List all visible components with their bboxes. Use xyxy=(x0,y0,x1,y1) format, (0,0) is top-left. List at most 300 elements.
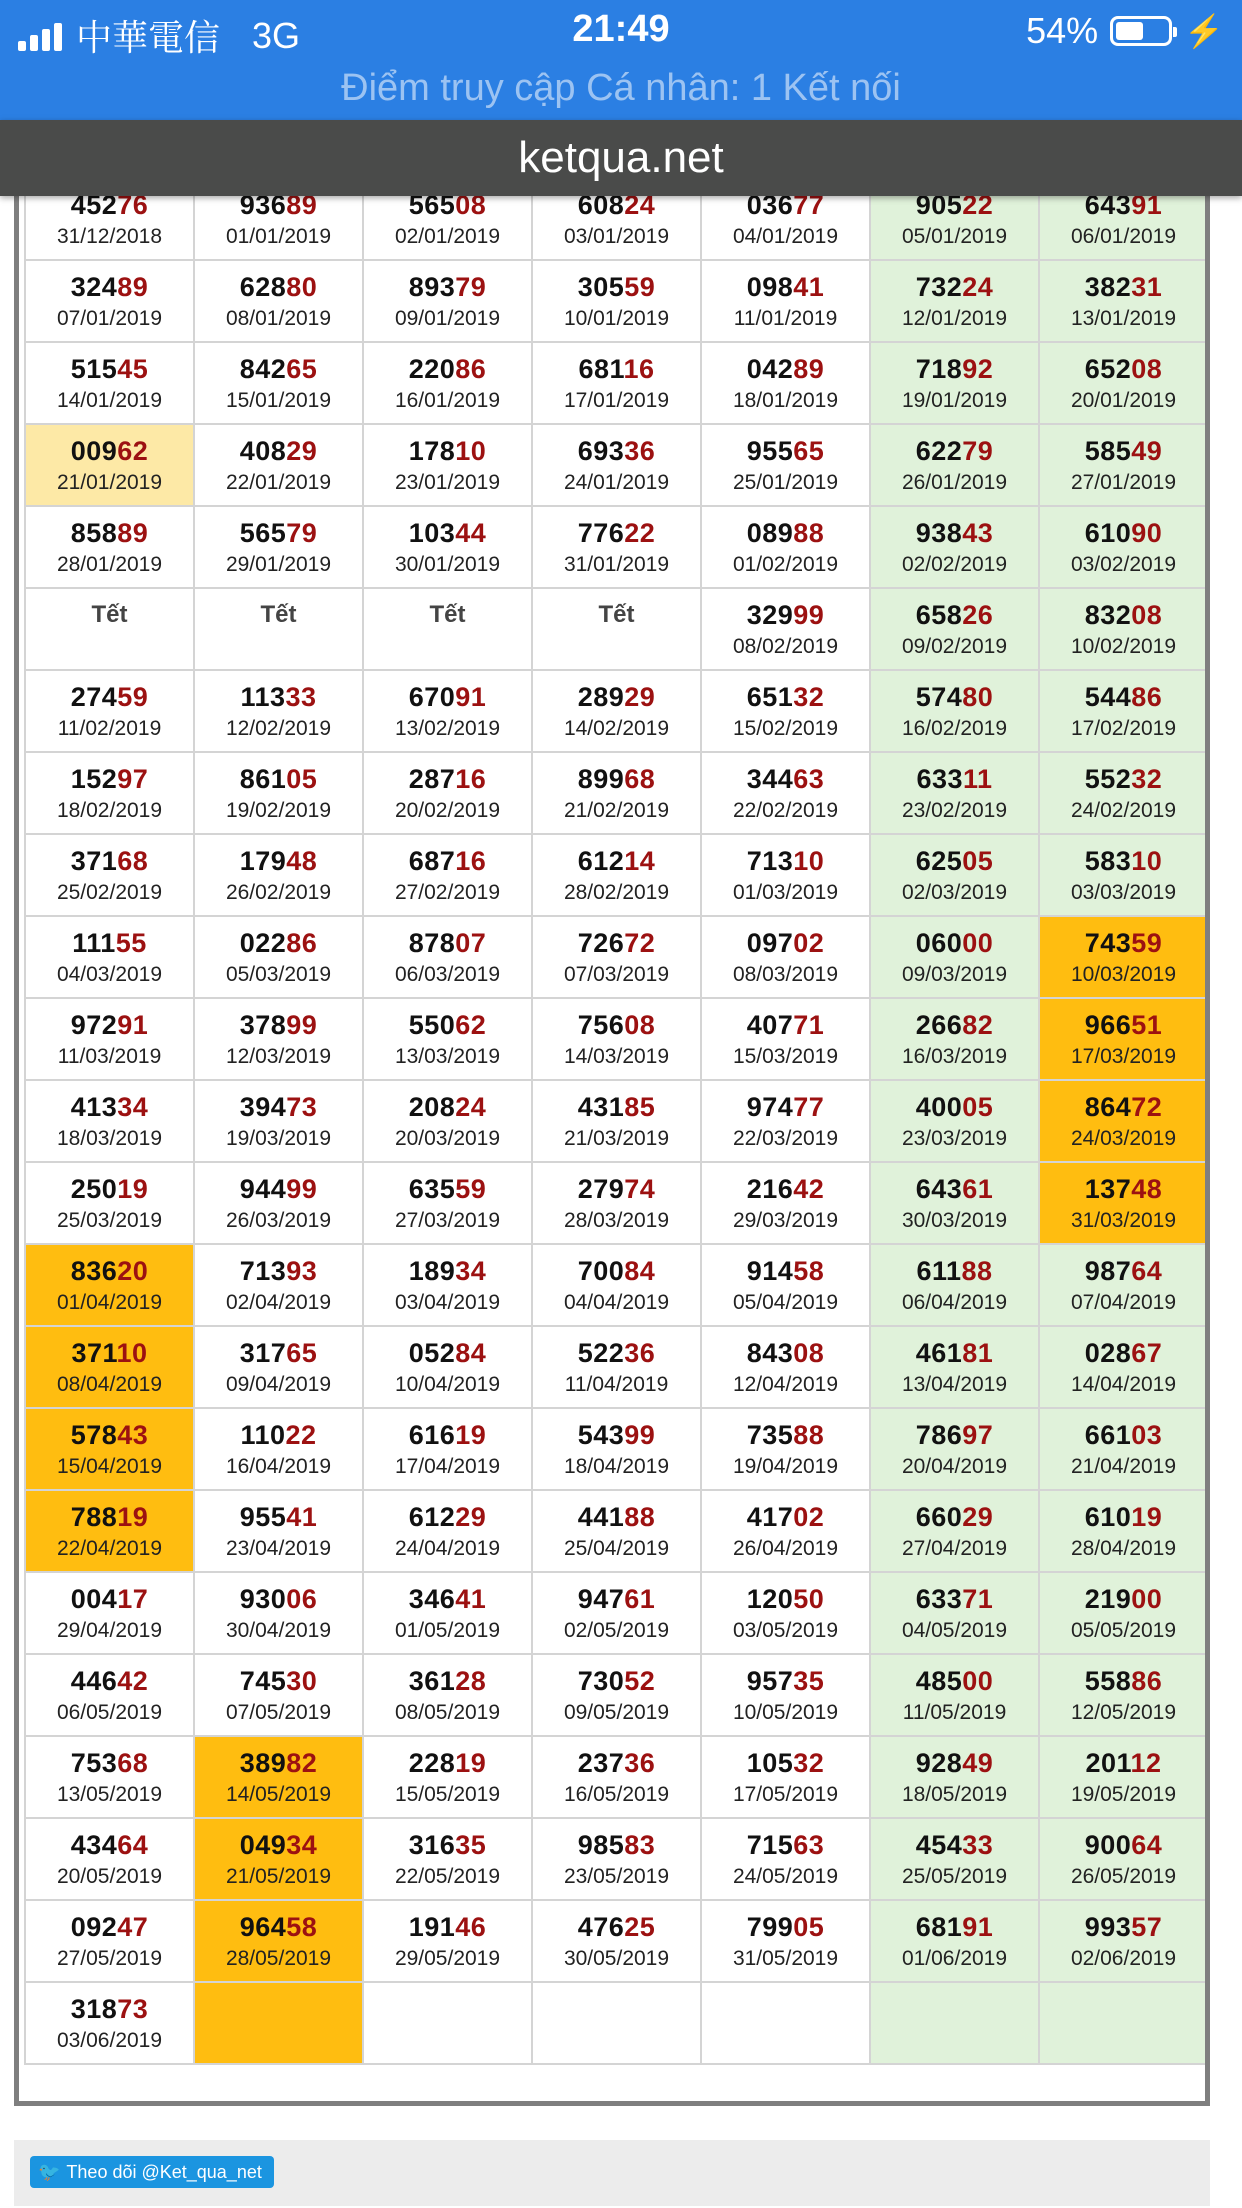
lottery-number xyxy=(1040,436,1207,466)
number-last-two-digits: 19 xyxy=(455,1748,487,1778)
draw-date: 25/03/2019 xyxy=(56,1209,163,1232)
draw-date: 17/01/2019 xyxy=(563,389,670,412)
result-cell xyxy=(1039,342,1208,424)
draw-date: 08/05/2019 xyxy=(394,1701,501,1724)
result-cell xyxy=(701,196,870,260)
battery-percent: 54% xyxy=(1026,10,1099,51)
result-cell xyxy=(363,916,532,998)
number-prefix: 097 xyxy=(746,928,794,958)
draw-date: 24/01/2019 xyxy=(563,471,670,494)
number-last-two-digits: 34 xyxy=(455,1256,487,1286)
number-prefix: 152 xyxy=(70,764,118,794)
result-cell xyxy=(701,998,870,1080)
number-prefix: 585 xyxy=(1084,436,1132,466)
draw-date: 30/03/2019 xyxy=(901,1209,1008,1232)
result-cell xyxy=(870,1654,1039,1736)
number-prefix: 574 xyxy=(915,682,963,712)
number-last-two-digits: 05 xyxy=(286,764,318,794)
lottery-number xyxy=(26,354,193,384)
number-last-two-digits: 41 xyxy=(793,272,825,302)
lottery-number xyxy=(702,1420,869,1450)
draw-date: 19/03/2019 xyxy=(225,1127,332,1150)
lottery-number xyxy=(364,1830,531,1860)
draw-date: 07/04/2019 xyxy=(1070,1291,1177,1314)
personal-hotspot-banner[interactable]: Điểm truy cập Cá nhân: 1 Kết nối xyxy=(0,62,1242,120)
lottery-number xyxy=(195,272,362,302)
draw-date: 01/01/2019 xyxy=(225,225,332,248)
number-prefix: 681 xyxy=(578,354,624,384)
result-cell xyxy=(870,752,1039,834)
result-cell xyxy=(25,424,194,506)
result-cell xyxy=(363,670,532,752)
result-cell xyxy=(532,1654,701,1736)
lottery-number xyxy=(364,518,531,548)
lottery-number xyxy=(533,846,700,876)
result-cell xyxy=(870,1408,1039,1490)
result-cell xyxy=(870,1490,1039,1572)
number-last-two-digits: 50 xyxy=(793,1584,825,1614)
number-last-two-digits: 77 xyxy=(793,196,825,220)
lottery-number xyxy=(195,1420,362,1450)
result-cell xyxy=(25,1818,194,1900)
twitter-follow-label: Theo dõi @Ket_qua_net xyxy=(66,2161,262,2182)
draw-date: 27/03/2019 xyxy=(394,1209,501,1232)
number-prefix: 687 xyxy=(408,846,456,876)
lottery-number xyxy=(1040,196,1207,220)
draw-date: 26/02/2019 xyxy=(225,881,332,904)
result-cell xyxy=(532,1982,701,2064)
result-cell xyxy=(1039,588,1208,670)
result-cell xyxy=(363,1818,532,1900)
number-last-two-digits: 72 xyxy=(624,928,656,958)
number-last-two-digits: 71 xyxy=(793,1010,825,1040)
draw-date: 03/03/2019 xyxy=(1070,881,1177,904)
number-prefix: 735 xyxy=(746,1420,794,1450)
result-cell xyxy=(701,1654,870,1736)
lottery-number xyxy=(702,1092,869,1122)
lottery-number xyxy=(702,1912,869,1942)
lottery-number xyxy=(1040,764,1207,794)
draw-date: 14/02/2019 xyxy=(563,717,670,740)
number-prefix: 930 xyxy=(239,1584,287,1614)
number-prefix: 049 xyxy=(239,1830,287,1860)
lottery-number xyxy=(533,1912,700,1942)
number-last-two-digits: 82 xyxy=(962,1010,994,1040)
draw-date: 06/05/2019 xyxy=(56,1701,163,1724)
lottery-number xyxy=(533,1256,700,1286)
number-prefix: 625 xyxy=(915,846,963,876)
lottery-number xyxy=(26,1502,193,1532)
lottery-number xyxy=(533,272,700,302)
number-prefix: 413 xyxy=(70,1092,118,1122)
lottery-number xyxy=(871,354,1038,384)
number-last-two-digits: 49 xyxy=(1131,436,1163,466)
draw-date: 18/01/2019 xyxy=(732,389,839,412)
draw-date: 23/03/2019 xyxy=(901,1127,1008,1150)
network-type: 3G xyxy=(252,14,301,56)
number-prefix: 324 xyxy=(70,272,118,302)
result-cell xyxy=(532,670,701,752)
number-prefix: 461 xyxy=(915,1338,963,1368)
table-row xyxy=(25,1408,1208,1490)
number-last-two-digits: 33 xyxy=(285,682,317,712)
number-last-two-digits: 46 xyxy=(455,1912,487,1942)
result-cell xyxy=(363,1162,532,1244)
number-prefix: 643 xyxy=(915,1174,963,1204)
result-cell xyxy=(194,506,363,588)
result-cell xyxy=(25,1736,194,1818)
number-prefix: 836 xyxy=(70,1256,118,1286)
number-last-two-digits: 91 xyxy=(117,1010,149,1040)
draw-date: 29/01/2019 xyxy=(225,553,332,576)
result-cell xyxy=(363,506,532,588)
draw-date: 28/02/2019 xyxy=(563,881,670,904)
draw-date: 13/02/2019 xyxy=(394,717,501,740)
result-cell xyxy=(25,260,194,342)
number-prefix: 730 xyxy=(577,1666,625,1696)
draw-date: 10/04/2019 xyxy=(394,1373,501,1396)
number-prefix: 565 xyxy=(239,518,287,548)
draw-date: 09/03/2019 xyxy=(901,963,1008,986)
number-last-two-digits: 31 xyxy=(1131,272,1163,302)
result-cell xyxy=(701,424,870,506)
twitter-follow-button[interactable] xyxy=(30,2156,274,2188)
lottery-number xyxy=(871,1502,1038,1532)
number-last-two-digits: 32 xyxy=(793,1748,825,1778)
number-last-two-digits: 80 xyxy=(962,682,994,712)
lottery-number xyxy=(195,1830,362,1860)
number-prefix: 974 xyxy=(746,1092,794,1122)
draw-date: 21/02/2019 xyxy=(563,799,670,822)
result-cell xyxy=(363,752,532,834)
lottery-number xyxy=(871,1420,1038,1450)
number-last-two-digits: 59 xyxy=(624,272,656,302)
lottery-number xyxy=(702,928,869,958)
result-cell xyxy=(870,260,1039,342)
number-prefix: 228 xyxy=(408,1748,456,1778)
draw-date: 07/01/2019 xyxy=(56,307,163,330)
result-cell xyxy=(194,1900,363,1982)
draw-date: 09/01/2019 xyxy=(394,307,501,330)
number-last-two-digits: 49 xyxy=(962,1748,994,1778)
number-last-two-digits: 65 xyxy=(793,436,825,466)
draw-date: 21/03/2019 xyxy=(563,1127,670,1150)
draw-date: 28/04/2019 xyxy=(1070,1537,1177,1560)
draw-date: 23/05/2019 xyxy=(563,1865,670,1888)
number-last-two-digits: 10 xyxy=(116,1338,148,1368)
number-prefix: 726 xyxy=(577,928,625,958)
number-prefix: 113 xyxy=(240,682,286,712)
lottery-number xyxy=(364,846,531,876)
number-prefix: 178 xyxy=(408,436,456,466)
result-cell xyxy=(194,1818,363,1900)
number-last-two-digits: 22 xyxy=(962,196,994,220)
lottery-number xyxy=(1040,518,1207,548)
result-cell xyxy=(870,506,1039,588)
lottery-number xyxy=(195,354,362,384)
draw-date: 12/05/2019 xyxy=(1070,1701,1177,1724)
number-prefix: 578 xyxy=(70,1420,118,1450)
lottery-number xyxy=(702,436,869,466)
lottery-number xyxy=(195,518,362,548)
draw-date: 31/12/2018 xyxy=(56,225,163,248)
result-cell xyxy=(1039,1490,1208,1572)
lottery-number xyxy=(195,1584,362,1614)
draw-date: 12/01/2019 xyxy=(901,307,1008,330)
number-prefix: 713 xyxy=(746,846,794,876)
number-prefix: 987 xyxy=(1084,1256,1132,1286)
draw-date: 26/04/2019 xyxy=(732,1537,839,1560)
number-last-two-digits: 89 xyxy=(793,354,825,384)
number-last-two-digits: 08 xyxy=(624,1010,656,1040)
draw-date: 02/04/2019 xyxy=(225,1291,332,1314)
number-last-two-digits: 84 xyxy=(624,1256,656,1286)
number-last-two-digits: 68 xyxy=(117,846,149,876)
number-last-two-digits: 48 xyxy=(286,846,318,876)
result-cell xyxy=(1039,1162,1208,1244)
result-cell xyxy=(870,670,1039,752)
lottery-number xyxy=(26,518,193,548)
number-last-two-digits: 89 xyxy=(286,196,318,220)
number-prefix: 776 xyxy=(577,518,625,548)
draw-date: 02/03/2019 xyxy=(901,881,1008,904)
lottery-number xyxy=(26,1666,193,1696)
number-prefix: 361 xyxy=(408,1666,456,1696)
holiday-label: Tết xyxy=(91,601,128,628)
number-last-two-digits: 16 xyxy=(455,846,487,876)
draw-date: 27/01/2019 xyxy=(1070,471,1177,494)
draw-date: 24/05/2019 xyxy=(732,1865,839,1888)
table-row xyxy=(25,1326,1208,1408)
draw-date: 22/04/2019 xyxy=(56,1537,163,1560)
result-cell xyxy=(25,1326,194,1408)
number-last-two-digits: 89 xyxy=(117,272,149,302)
result-cell xyxy=(701,506,870,588)
result-cell xyxy=(870,1900,1039,1982)
lottery-number xyxy=(364,764,531,794)
draw-date: 23/01/2019 xyxy=(394,471,501,494)
result-cell xyxy=(701,1490,870,1572)
number-prefix: 944 xyxy=(239,1174,287,1204)
status-bar xyxy=(0,0,1242,62)
result-cell xyxy=(363,1572,532,1654)
lottery-number xyxy=(702,1174,869,1204)
lottery-number xyxy=(533,1010,700,1040)
number-prefix: 266 xyxy=(915,1010,963,1040)
number-prefix: 544 xyxy=(1084,682,1132,712)
number-last-two-digits: 59 xyxy=(117,682,149,712)
number-prefix: 417 xyxy=(746,1502,794,1532)
number-prefix: 092 xyxy=(70,1912,118,1942)
draw-date: 02/05/2019 xyxy=(563,1619,670,1642)
number-last-two-digits: 65 xyxy=(286,1338,318,1368)
number-prefix: 515 xyxy=(70,354,118,384)
number-last-two-digits: 24 xyxy=(455,1092,487,1122)
results-table xyxy=(24,196,1209,2065)
lottery-number xyxy=(871,272,1038,302)
number-prefix: 864 xyxy=(1084,1092,1132,1122)
lottery-number xyxy=(702,196,869,220)
draw-date: 05/05/2019 xyxy=(1070,1619,1177,1642)
draw-date: 04/03/2019 xyxy=(56,963,163,986)
result-cell xyxy=(25,1162,194,1244)
result-cell xyxy=(25,588,194,670)
number-last-two-digits: 47 xyxy=(117,1912,149,1942)
draw-date: 17/03/2019 xyxy=(1070,1045,1177,1068)
table-row xyxy=(25,1654,1208,1736)
number-prefix: 279 xyxy=(577,1174,625,1204)
draw-date: 26/03/2019 xyxy=(225,1209,332,1232)
table-row xyxy=(25,1244,1208,1326)
result-cell xyxy=(701,1408,870,1490)
draw-date: 29/03/2019 xyxy=(732,1209,839,1232)
number-prefix: 089 xyxy=(746,518,794,548)
draw-date: 31/05/2019 xyxy=(732,1947,839,1970)
number-last-two-digits: 71 xyxy=(962,1584,994,1614)
lottery-number xyxy=(26,846,193,876)
number-last-two-digits: 43 xyxy=(117,1420,149,1450)
number-prefix: 454 xyxy=(915,1830,963,1860)
lottery-number xyxy=(533,1584,700,1614)
number-last-two-digits: 61 xyxy=(962,1174,994,1204)
number-prefix: 583 xyxy=(1084,846,1132,876)
draw-date: 11/04/2019 xyxy=(564,1373,669,1396)
draw-date: 14/01/2019 xyxy=(56,389,163,412)
draw-date: 18/05/2019 xyxy=(901,1783,1008,1806)
draw-date: 14/03/2019 xyxy=(563,1045,670,1068)
lottery-number xyxy=(364,1502,531,1532)
lottery-number xyxy=(533,1748,700,1778)
number-prefix: 216 xyxy=(746,1174,794,1204)
number-last-two-digits: 89 xyxy=(117,518,149,548)
browser-url-bar[interactable]: ketqua.net xyxy=(0,120,1242,196)
result-cell xyxy=(194,424,363,506)
lottery-number xyxy=(26,764,193,794)
number-last-two-digits: 88 xyxy=(624,1502,656,1532)
draw-date: 01/06/2019 xyxy=(901,1947,1008,1970)
draw-date: 22/03/2019 xyxy=(732,1127,839,1150)
lottery-number xyxy=(871,600,1038,630)
draw-date: 18/02/2019 xyxy=(56,799,163,822)
lottery-number xyxy=(364,1338,531,1368)
lottery-number xyxy=(1040,1338,1207,1368)
number-last-two-digits: 19 xyxy=(117,1174,149,1204)
result-cell xyxy=(25,998,194,1080)
number-last-two-digits: 97 xyxy=(962,1420,994,1450)
number-prefix: 344 xyxy=(746,764,794,794)
draw-date: 08/03/2019 xyxy=(732,963,839,986)
lottery-number xyxy=(871,518,1038,548)
number-last-two-digits: 64 xyxy=(117,1830,149,1860)
lottery-number xyxy=(533,1830,700,1860)
lottery-number xyxy=(702,1256,869,1286)
lottery-number xyxy=(364,196,531,220)
carrier-name: 中華電信 xyxy=(76,17,221,58)
number-last-two-digits: 63 xyxy=(793,764,825,794)
lottery-number xyxy=(195,1174,362,1204)
draw-date: 30/05/2019 xyxy=(563,1947,670,1970)
number-prefix: 137 xyxy=(1084,1174,1132,1204)
result-cell xyxy=(870,1080,1039,1162)
lottery-number xyxy=(702,1830,869,1860)
result-cell xyxy=(701,752,870,834)
result-cell xyxy=(701,588,870,670)
number-prefix: 957 xyxy=(746,1666,794,1696)
number-prefix: 832 xyxy=(1084,600,1132,630)
lottery-number xyxy=(1040,682,1207,712)
number-last-two-digits: 73 xyxy=(117,1994,149,2024)
result-cell xyxy=(701,1982,870,2064)
number-last-two-digits: 06 xyxy=(286,1584,318,1614)
number-last-two-digits: 57 xyxy=(1131,1912,1163,1942)
number-last-two-digits: 63 xyxy=(793,1830,825,1860)
lottery-number xyxy=(195,1748,362,1778)
number-last-two-digits: 43 xyxy=(962,518,994,548)
draw-date: 18/03/2019 xyxy=(56,1127,163,1150)
result-cell xyxy=(870,588,1039,670)
draw-date: 31/01/2019 xyxy=(563,553,670,576)
number-last-two-digits: 34 xyxy=(117,1092,149,1122)
lottery-number xyxy=(195,1010,362,1040)
draw-date: 21/05/2019 xyxy=(225,1865,332,1888)
result-cell xyxy=(701,670,870,752)
draw-date: 20/02/2019 xyxy=(394,799,501,822)
lottery-number xyxy=(364,1010,531,1040)
number-last-two-digits: 55 xyxy=(115,928,147,958)
number-prefix: 660 xyxy=(915,1502,963,1532)
draw-date: 09/04/2019 xyxy=(225,1373,332,1396)
result-cell xyxy=(701,260,870,342)
number-prefix: 743 xyxy=(1084,928,1132,958)
draw-date: 25/05/2019 xyxy=(901,1865,1008,1888)
number-last-two-digits: 64 xyxy=(1131,1256,1163,1286)
number-last-two-digits: 59 xyxy=(455,1174,487,1204)
lottery-number xyxy=(195,682,362,712)
number-prefix: 434 xyxy=(70,1830,118,1860)
lottery-number xyxy=(195,1338,362,1368)
result-cell xyxy=(532,752,701,834)
number-prefix: 208 xyxy=(408,1092,456,1122)
draw-date: 22/01/2019 xyxy=(225,471,332,494)
lottery-number xyxy=(871,1912,1038,1942)
lottery-number xyxy=(26,1994,193,2024)
number-last-two-digits: 84 xyxy=(455,1338,487,1368)
result-cell xyxy=(701,1818,870,1900)
lottery-number xyxy=(702,764,869,794)
lottery-number xyxy=(871,1584,1038,1614)
number-last-two-digits: 93 xyxy=(286,1256,318,1286)
number-last-two-digits: 30 xyxy=(286,1666,318,1696)
draw-date: 24/04/2019 xyxy=(394,1537,501,1560)
lottery-number xyxy=(26,1174,193,1204)
draw-date: 12/04/2019 xyxy=(732,1373,839,1396)
number-prefix: 004 xyxy=(70,1584,118,1614)
number-last-two-digits: 19 xyxy=(117,1502,149,1532)
result-cell xyxy=(25,1654,194,1736)
number-prefix: 633 xyxy=(915,1584,963,1614)
lottery-number xyxy=(195,846,362,876)
draw-date: 13/05/2019 xyxy=(56,1783,163,1806)
lottery-number xyxy=(1040,1502,1207,1532)
number-last-two-digits: 19 xyxy=(455,1420,487,1450)
result-cell xyxy=(194,1162,363,1244)
number-prefix: 900 xyxy=(1084,1830,1132,1860)
result-cell xyxy=(363,834,532,916)
result-cell xyxy=(194,1326,363,1408)
result-cell xyxy=(532,916,701,998)
lottery-number xyxy=(533,764,700,794)
lottery-number xyxy=(871,682,1038,712)
